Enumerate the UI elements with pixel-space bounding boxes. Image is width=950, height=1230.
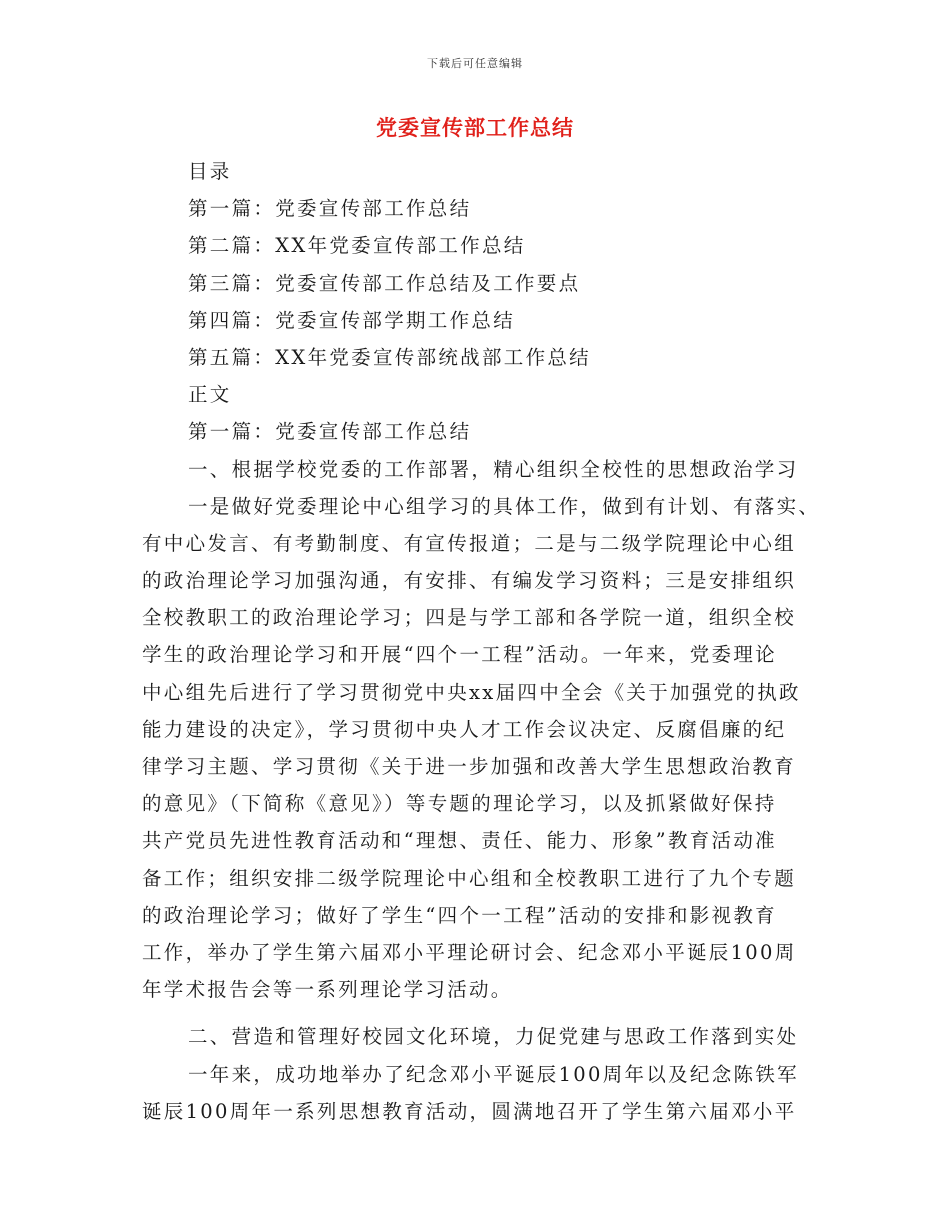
- paragraph-spacer: [142, 1008, 814, 1018]
- paragraph-line: 中心组先后进行了学习贯彻党中央xx届四中全会《关于加强党的执政: [142, 680, 801, 704]
- toc-item: 第三篇：党委宣传部工作总结及工作要点: [188, 271, 581, 295]
- document-title: 党委宣传部工作总结: [376, 115, 574, 140]
- paragraph-line: 共产党员先进性教育活动和“理想、责任、能力、形象”教育活动准: [142, 829, 777, 853]
- paragraph-line: 的政治理论学习；做好了学生“四个一工程”活动的安排和影视教育: [142, 903, 777, 927]
- toc-heading: 目录: [188, 160, 232, 183]
- header-note: 下载后可任意编辑: [427, 57, 523, 70]
- paragraph-line: 律学习主题、学习贯彻《关于进一步加强和改善大学生思想政治教育: [142, 755, 797, 778]
- paragraph-line: 的政治理论学习加强沟通，有安排、有编发学习资料；三是安排组织: [142, 569, 797, 593]
- paragraph-line: 的意见》（下简称《意见》）等专题的理论学习，以及抓紧做好保持: [142, 792, 777, 816]
- paragraph-line: 备工作；组织安排二级学院理论中心组和全校教职工进行了九个专题: [142, 866, 797, 890]
- paragraph-line: 诞辰100周年一系列思想教育活动，圆满地召开了学生第六届邓小平: [142, 1099, 797, 1123]
- document-body: [142, 153, 821, 1130]
- paragraph-line: 年学术报告会等一系列理论学习活动。: [142, 978, 513, 1002]
- toc-item: 第一篇：党委宣传部工作总结: [188, 197, 472, 221]
- paragraph-line: 全校教职工的政治理论学习；四是与学工部和各学院一道，组织全校: [142, 606, 797, 630]
- paragraph-line: 工作，举办了学生第六届邓小平理论研讨会、纪念邓小平诞辰100周: [142, 940, 797, 964]
- paragraph-line: 能力建设的决定》，学习贯彻中央人才工作会议决定、反腐倡廉的纪: [142, 717, 787, 741]
- toc-item: 第五篇：XX年党委宣传部统战部工作总结: [188, 345, 591, 369]
- part2-heading: 二、营造和管理好校园文化环境，力促党建与思政工作落到实处: [188, 1025, 799, 1049]
- body-heading: 正文: [188, 383, 232, 407]
- paragraph-line: 有中心发言、有考勤制度、有宣传报道；二是与二级学院理论中心组: [142, 531, 797, 555]
- part1-heading: 一、根据学校党委的工作部署，精心组织全校性的思想政治学习: [188, 457, 799, 481]
- paragraph-line: 学生的政治理论学习和开展“四个一工程”活动。一年来，党委理论: [142, 643, 777, 667]
- section-title: 第一篇：党委宣传部工作总结: [188, 420, 472, 444]
- toc-item: 第二篇：XX年党委宣传部工作总结: [188, 234, 526, 258]
- paragraph-line: 一是做好党委理论中心组学习的具体工作，做到有计划、有落实、: [188, 494, 821, 518]
- paragraph-line: 一年来，成功地举办了纪念邓小平诞辰100周年以及纪念陈铁军: [188, 1062, 799, 1086]
- toc-item: 第四篇：党委宣传部学期工作总结: [188, 308, 516, 332]
